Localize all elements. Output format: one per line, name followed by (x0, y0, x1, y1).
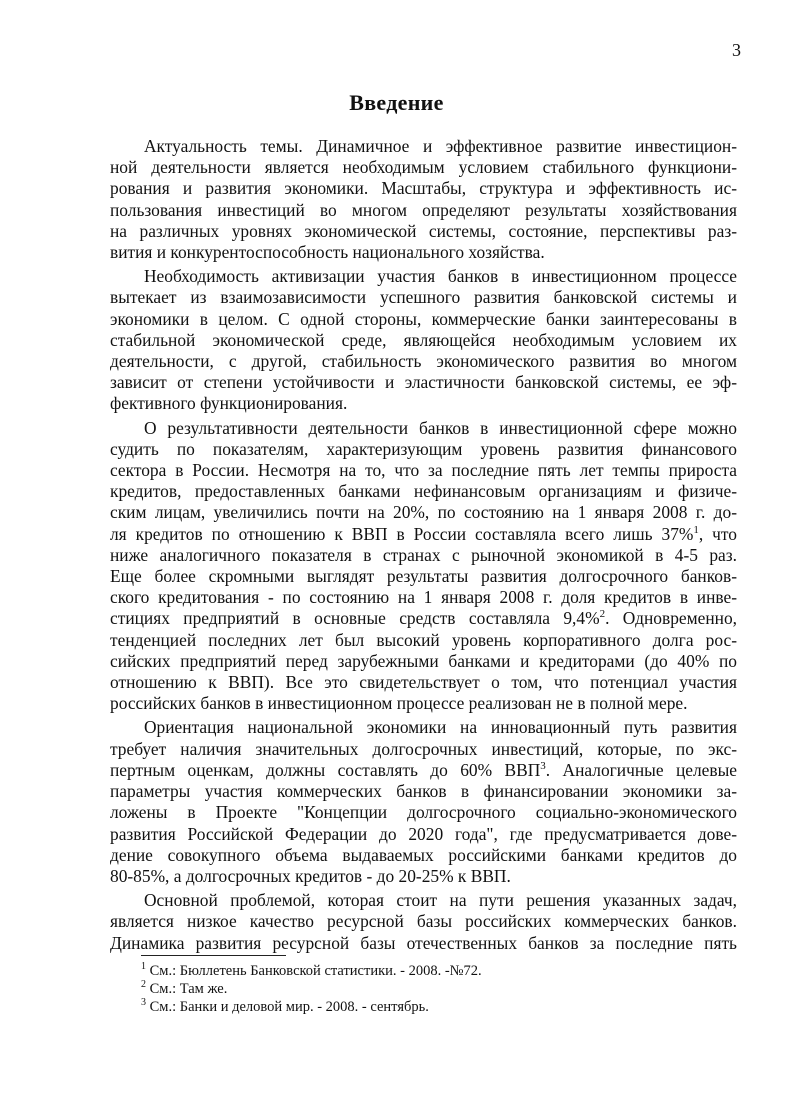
paragraph (110, 136, 737, 263)
text-line (110, 524, 737, 545)
text-line: ского кредитования - по состоянию на 1 января 2008 г. доля кредитов в инве- (110, 587, 737, 608)
footnote-number: 3 (141, 997, 146, 1009)
text-line: на различных уровнях экономической системы, состояние, перспективы раз- (110, 220, 737, 241)
text-line: ложены в Проекте "Концепции долгосрочного социально-экономического (110, 802, 737, 823)
text-fragment: пертным оценкам, должны составлять до 60% ВВП (110, 759, 541, 780)
footnote-number: 2 (141, 979, 146, 991)
text-line: 80-85%, а долгосрочных кредитов - до 20-25% к ВВП. (110, 865, 511, 886)
text-line: Основной проблемой, которая стоит на пути решения указанных задач, (144, 890, 737, 911)
text-line: стабильной экономической среде, являющейся необходимым условием их (110, 329, 737, 350)
text-line: Еще более скромными выглядят результаты развития долгосрочного банков- (110, 566, 737, 587)
footnote-text: См.: Банки и деловой мир. - 2008. - сентябрь. (149, 999, 429, 1015)
text-line: требует наличия значительных долгосрочных инвестиций, которые, по экс- (110, 738, 737, 759)
text-line: зависит от степени устойчивости и эластичности банковской системы, ее эф- (110, 372, 737, 393)
text-line (110, 760, 737, 781)
text-line: российских банков в инвестиционном процессе реализован не в полной мере. (110, 693, 688, 714)
text-line: параметры участия коммерческих банков в финансировании экономики за- (110, 781, 737, 802)
text-line: является низкое качество ресурсной базы российских коммерческих банков. (110, 911, 737, 932)
text-line: тенденцией последних лет был высокий уровень корпоративного долга рос- (110, 629, 737, 650)
footnote-reference: 2 (599, 608, 606, 621)
footnote-text: См.: Там же. (149, 981, 228, 997)
body-text (110, 136, 737, 957)
footnote-2 (141, 980, 701, 998)
text-line: О результативности деятельности банков в инвестиционной сфере можно (144, 417, 737, 438)
paragraph (110, 890, 737, 954)
text-line: фективного функционирования. (110, 393, 348, 414)
text-fragment: . Одновременно, (605, 608, 737, 629)
text-fragment: , что (698, 523, 737, 544)
footnote-reference: 3 (540, 760, 546, 773)
text-fragment: ля кредитов по отношению к ВВП в России составляла всего лишь 37% (110, 523, 694, 544)
text-line: ниже аналогичного показателя в странах с рыночной экономикой в 4-5 раз. (110, 544, 737, 565)
footnote-reference: 1 (693, 523, 699, 536)
footnotes (141, 962, 701, 1016)
text-line: Динамика развития ресурсной базы отечественных банков за последние пять (110, 932, 737, 953)
text-line: Актуальность темы. Динамичное и эффективное развитие инвестицион- (144, 136, 737, 156)
footnote-number: 1 (141, 961, 146, 973)
text-fragment: . Аналогичные целевые (545, 759, 737, 780)
text-line (110, 608, 737, 629)
page-title: Введение (349, 90, 444, 115)
text-line: развития Российской Федерации до 2020 года", где предусматривается дове- (110, 823, 737, 844)
text-line: ским лицам, увеличились почти на 20%, по состоянию на 1 января 2008 г. до- (110, 502, 737, 523)
text-line: деятельности, с другой, стабильность экономического развития во многом (110, 351, 737, 372)
footnote-3 (141, 998, 701, 1016)
footnote-divider (141, 955, 286, 956)
text-line: вития и конкурентоспособность национального хозяйства. (110, 242, 545, 263)
text-line: дение совокупного объема выдаваемых российскими банками кредитов до (110, 844, 737, 865)
text-line: экономики в целом. С одной стороны, коммерческие банки заинтересованы в (110, 308, 737, 329)
text-fragment: стициях предприятий в основные средств составляла 9,4% (110, 608, 600, 629)
footnote-1 (141, 962, 701, 980)
text-line: сийских предприятий перед зарубежными банками и кредиторами (до 40% по (110, 650, 737, 671)
text-line: сектора в России. Несмотря на то, что за последние пять лет темпы прироста (110, 460, 737, 481)
footnote-text: См.: Бюллетень Банковской статистики. - 2008. -№72. (149, 963, 482, 979)
page-number: 3 (732, 40, 741, 60)
text-line: пользования инвестиций во многом определяют результаты хозяйствования (110, 199, 737, 220)
text-line: Ориентация национальной экономики на инновационный путь развития (144, 717, 737, 738)
text-line: кредитов, предоставленных банками нефинансовым организациям и физиче- (110, 481, 737, 502)
text-line: вытекает из взаимозависимости успешного развития банковской системы и (110, 287, 737, 308)
paragraph (110, 418, 737, 715)
text-line: отношению к ВВП). Все это свидетельствует о том, что потенциал участия (110, 672, 737, 693)
text-line: ной деятельности является необходимым условием стабильного функциони- (110, 157, 737, 178)
paragraph (110, 266, 737, 414)
text-line: рования и развития экономики. Масштабы, структура и эффективность ис- (110, 178, 737, 199)
paragraph (110, 717, 737, 887)
text-line: судить по показателям, характеризующим уровень развития финансового (110, 438, 737, 459)
text-line: Необходимость активизации участия банков в инвестиционном процессе (144, 266, 737, 287)
